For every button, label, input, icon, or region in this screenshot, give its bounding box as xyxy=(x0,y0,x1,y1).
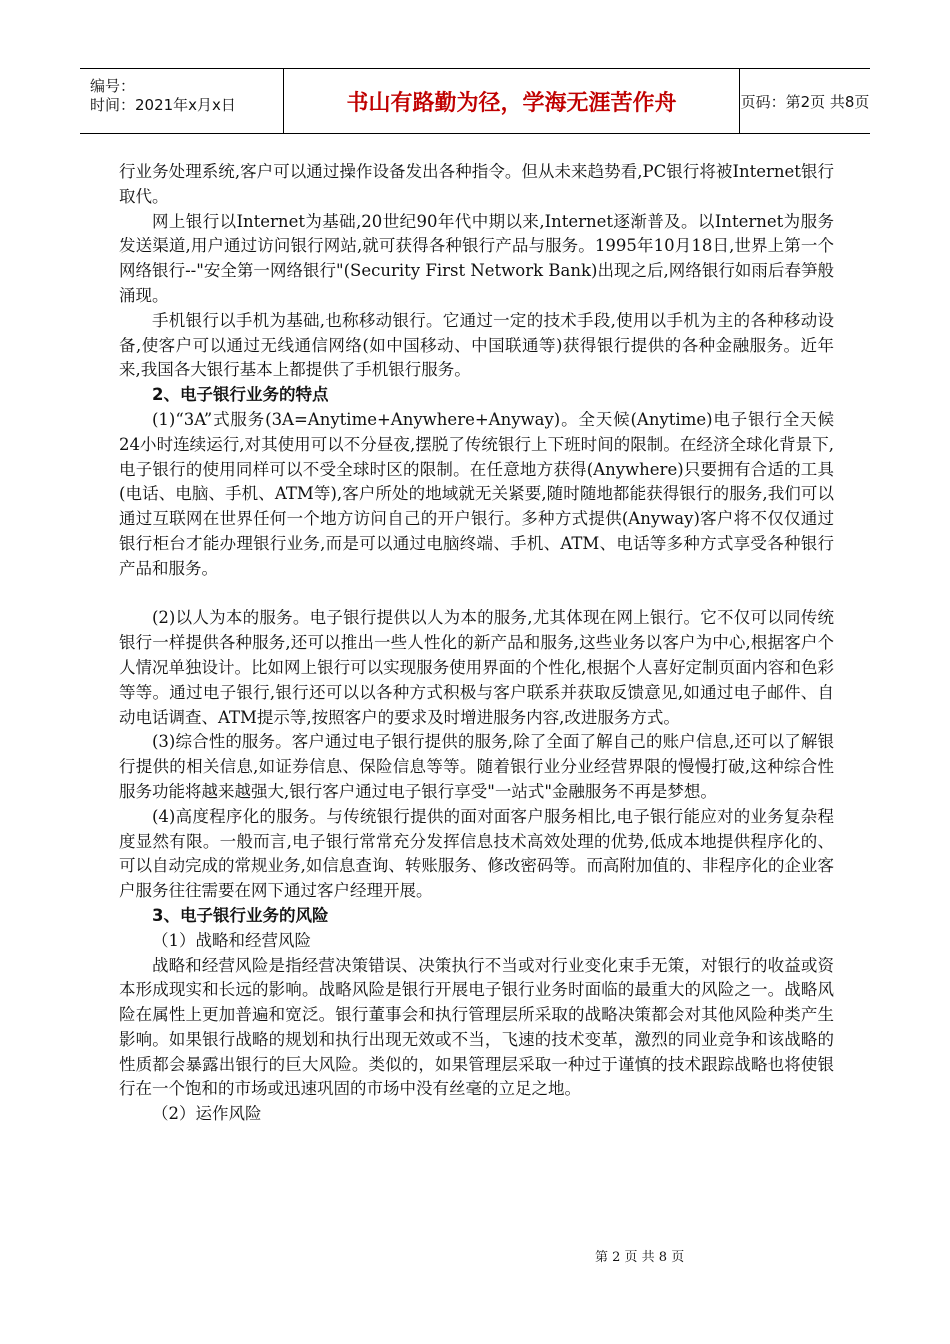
paragraph-online-banking: 网上银行以Internet为基础,20世纪90年代中期以来,Internet逐渐普及。以Internet为服务发送渠道,用户通过访问银行网站,就可获得各种银行产品与服务。1995年10月18日,世界上第一个网络银行--"安全第一网络银行"(Security First Network Bank)出现之后,网络银行如雨后春笋般涌现。 xyxy=(119,211,834,305)
paragraph-strategy-risk: 战略和经营风险是指经营决策错误、决策执行不当或对行业变化束手无策，对银行的收益或资本形成现实和长远的影响。战略风险是银行开展电子银行业务时面临的最重大的风险之一。战略风险在属性上更加普遍和宽泛。银行董事会和执行管理层所采取的战略决策都会对其他风险种类产生影响。如果银行战略的规划和执行出现无效或不当，飞速的技术变革，激烈的同业竞争和该战略的性质都会暴露出银行的巨大风险。类似的，如果管理层采取一种过于谨慎的技术跟踪战略也将使银行在一个饱和的市场或迅速巩固的市场中没有丝毫的立足之地。 xyxy=(119,955,834,1099)
paragraph-feature-people: (2)以人为本的服务。电子银行提供以人为本的服务,尤其体现在网上银行。它不仅可以同传统银行一样提供各种服务,还可以推出一些人性化的新产品和服务,这些业务以客户为中心,根据客户个人情况单独设计。比如网上银行可以实现服务使用界面的个性化,根据个人喜好定制页面内容和色彩等等。通过电子银行,银行还可以以各种方式积极与客户联系并获取反馈意见,如通过电子邮件、自动电话调查、ATM提示等,按照客户的要求及时增进服务内容,改进服务方式。 xyxy=(119,608,834,727)
paragraph-feature-comprehensive: (3)综合性的服务。客户通过电子银行提供的服务,除了全面了解自己的账户信息,还可以了解银行提供的相关信息,如证券信息、保险信息等等。随着银行业分业经营界限的慢慢打破,这种综合性服务功能将越来越强大,银行客户通过电子银行享受"一站式"金融服务不再是梦想。 xyxy=(119,732,834,801)
header-motto: 书山有路勤为径，学海无涯苦作舟 xyxy=(284,69,740,133)
section-heading-risks: 3、电子银行业务的风险 xyxy=(152,905,329,925)
paragraph-feature-3a: (1)“3A”式服务(3A=Anytime+Anywhere+Anyway)。全天候(Anytime)电子银行全天候24小时连续运行,对其使用可以不分昼夜,摆脱了传统银行上下班时间的限制。在经济全球化背景下,电子银行的使用同样可以不受全球时区的限制。在任意地方获得(Anywhere)只要拥有合适的工具(电话、电脑、手机、ATM等),客户所处的地域就无关紧要,随时随地都能获得银行的服务,我们可以通过互联网在世界任何一个地方访问自己的开户银行。多种方式提供(Anyway)客户将不仅仅通过银行柜台才能办理银行业务,而是可以通过电脑终端、手机、ATM、电话等多种方式享受各种银行产品和服务。 xyxy=(119,409,834,578)
paragraph-mobile-banking: 手机银行以手机为基础,也称移动银行。它通过一定的技术手段,使用以手机为主的各种移动设备,使客户可以通过无线通信网络(如中国移动、中国联通等)获得银行提供的各种金融服务。近年来,我国各大银行基本上都提供了手机银行服务。 xyxy=(119,310,834,380)
subheading-operation-risk: （2）运作风险 xyxy=(152,1104,262,1124)
document-number-label: 编号： xyxy=(90,77,136,95)
header-meta xyxy=(80,69,284,133)
header-page-info: 页码：第2页 共8页 xyxy=(740,92,870,111)
document-time-label: 时间：2021年x月x日 xyxy=(90,96,236,114)
paragraph-continuation: 行业务处理系统,客户可以通过操作设备发出各种指令。但从未来趋势看,PC银行将被Internet银行取代。 xyxy=(119,162,834,206)
footer-page-number: 第 2 页 共 8 页 xyxy=(595,1250,685,1265)
paragraph-feature-programmed: (4)高度程序化的服务。与传统银行提供的面对面客户服务相比,电子银行能应对的业务复杂程度显然有限。一般而言,电子银行常常充分发挥信息技术高效处理的优势,低成本地提供程序化的、可以自动完成的常规业务,如信息查询、转账服务、修改密码等。而高附加值的、非程序化的企业客户服务往往需要在网下通过客户经理开展。 xyxy=(119,806,834,901)
subheading-strategy-risk: （1）战略和经营风险 xyxy=(152,930,311,950)
section-heading-features: 2、电子银行业务的特点 xyxy=(152,385,329,405)
page-header xyxy=(80,68,870,134)
document-body xyxy=(119,160,834,1127)
